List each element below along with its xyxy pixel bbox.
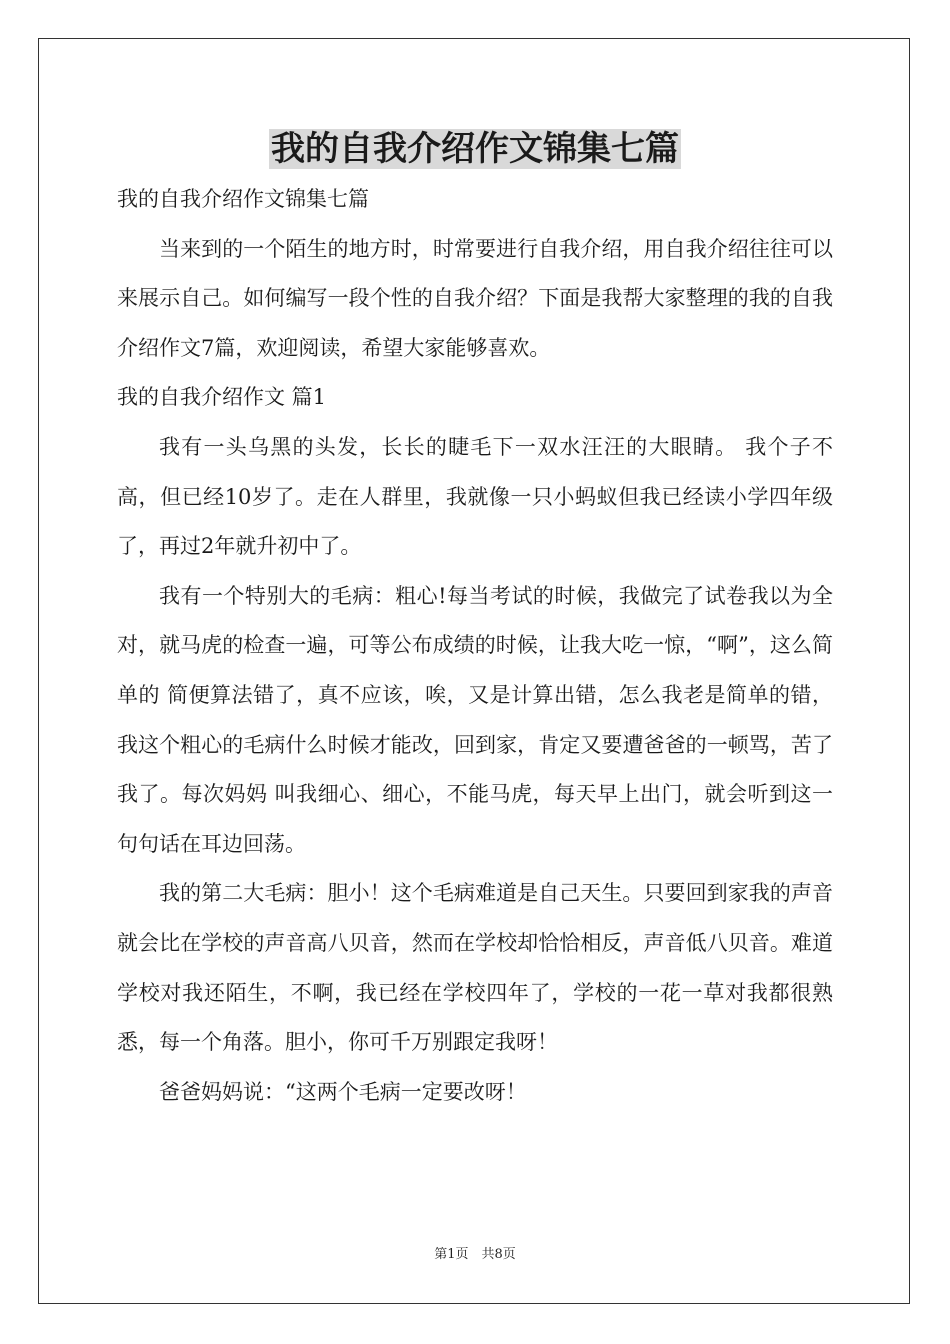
body-paragraph: 我的第二大毛病：胆小！这个毛病难道是自己天生。只要回到家我的声音就会比在学校的声音高八贝音，然而在学校却恰恰相反，声音低八贝音。难道学校对我还陌生，不啊，我已经在学校四年了，学校的一花一草对我都很熟悉，每一个角落。胆小，你可千万别跟定我呀！ [117, 881, 833, 1055]
intro-paragraph: 当来到的一个陌生的地方时，时常要进行自我介绍，用自我介绍往往可以来展示自己。如何编写一段个性的自我介绍？下面是我帮大家整理的我的自我介绍作文7篇，欢迎阅读，希望大家能够喜欢。 [117, 236, 833, 360]
body-paragraph: 我有一头乌黑的头发，长长的睫毛下一双水汪汪的大眼睛。 我个子不高，但已经10岁了。走在人群里，我就像一只小蚂蚁但我已经读小学四年级了，再过2年就升初中了。 [117, 434, 833, 559]
document-body [117, 175, 833, 1117]
section-heading: 我的自我介绍作文 篇1 [117, 385, 327, 410]
document-title-container [0, 124, 950, 174]
body-paragraph: 爸爸妈妈说：“这两个毛病一定要改呀！ [159, 1079, 527, 1104]
subtitle-heading: 我的自我介绍作文锦集七篇 [117, 187, 369, 211]
body-paragraph: 我有一个特别大的毛病：粗心!每当考试的时候，我做完了试卷我以为全对，就马虎的检查一遍，可等公布成绩的时候，让我大吃一惊，“啊”，这么简单的 简便算法错了，真不应该，唉，又是计算出错，怎么我老是简单的错，我这个粗心的毛病什么时候才能改，回到家，肯定又要遭爸爸的一顿骂，苦了我了。每次妈妈 叫我细心、细心，不能马虎，每天早上出门，就会听到这一句句话在耳边回荡。 [117, 583, 833, 856]
page-footer: 第1页 共8页 [434, 1247, 516, 1262]
document-title: 我的自我介绍作文锦集七篇 [271, 129, 679, 169]
